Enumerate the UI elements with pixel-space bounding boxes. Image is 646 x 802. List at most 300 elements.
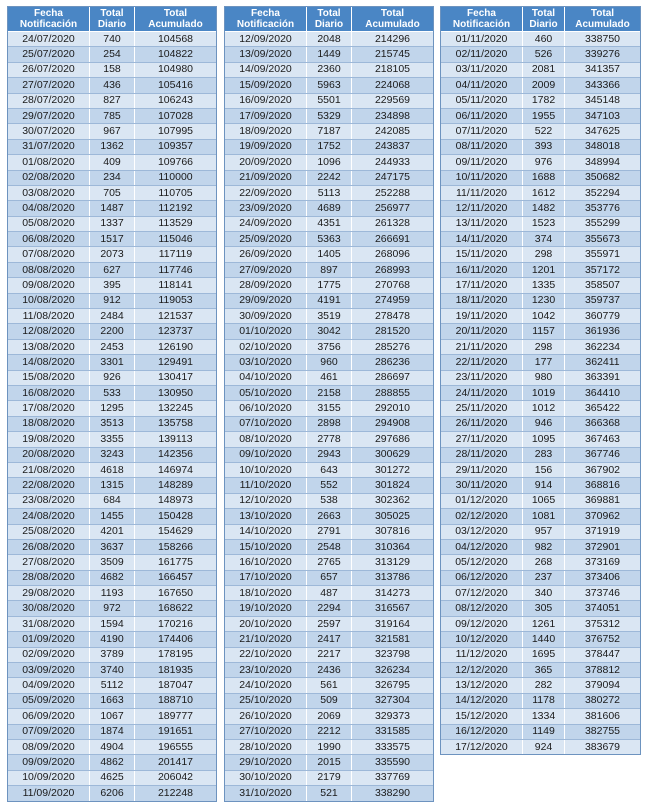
daily-total-cell: 1019 xyxy=(523,385,565,400)
table-row xyxy=(225,478,434,493)
date-cell: 18/08/2020 xyxy=(8,416,90,431)
cumulative-total-cell: 363391 xyxy=(565,370,641,385)
cumulative-total-cell: 215745 xyxy=(352,47,434,62)
date-cell: 26/09/2020 xyxy=(225,247,307,262)
table-row xyxy=(225,108,434,123)
date-cell: 30/11/2020 xyxy=(441,478,523,493)
daily-total-cell: 2073 xyxy=(90,247,135,262)
table-row xyxy=(225,124,434,139)
table-row xyxy=(225,155,434,170)
table-row xyxy=(225,201,434,216)
table-row xyxy=(8,647,217,662)
cumulative-total-cell: 352294 xyxy=(565,185,641,200)
daily-total-cell: 6206 xyxy=(90,786,135,801)
date-cell: 30/07/2020 xyxy=(8,124,90,139)
table-row xyxy=(441,539,641,554)
daily-total-cell: 1405 xyxy=(307,247,352,262)
daily-total-cell: 1362 xyxy=(90,139,135,154)
daily-total-cell: 2217 xyxy=(307,647,352,662)
cumulative-total-cell: 247175 xyxy=(352,170,434,185)
cumulative-total-cell: 364410 xyxy=(565,385,641,400)
daily-total-cell: 177 xyxy=(523,355,565,370)
daily-total-cell: 1295 xyxy=(90,401,135,416)
cumulative-total-cell: 201417 xyxy=(135,755,217,770)
date-cell: 24/09/2020 xyxy=(225,216,307,231)
cumulative-total-cell: 117119 xyxy=(135,247,217,262)
table-row xyxy=(225,339,434,354)
date-cell: 21/09/2020 xyxy=(225,170,307,185)
table-row xyxy=(225,693,434,708)
table-row xyxy=(441,693,641,708)
date-cell: 28/09/2020 xyxy=(225,278,307,293)
cumulative-total-header: Total Acumulado xyxy=(352,7,434,32)
daily-total-cell: 5963 xyxy=(307,78,352,93)
date-cell: 02/11/2020 xyxy=(441,47,523,62)
daily-total-cell: 2898 xyxy=(307,416,352,431)
date-cell: 08/09/2020 xyxy=(8,739,90,754)
date-cell: 17/10/2020 xyxy=(225,570,307,585)
table-row xyxy=(225,786,434,801)
cumulative-total-cell: 270768 xyxy=(352,278,434,293)
cumulative-total-cell: 367463 xyxy=(565,432,641,447)
cumulative-total-cell: 326234 xyxy=(352,663,434,678)
date-cell: 23/08/2020 xyxy=(8,493,90,508)
daily-total-cell: 3509 xyxy=(90,555,135,570)
daily-total-cell: 3243 xyxy=(90,447,135,462)
date-cell: 03/12/2020 xyxy=(441,524,523,539)
date-cell: 03/11/2020 xyxy=(441,62,523,77)
date-cell: 21/11/2020 xyxy=(441,339,523,354)
daily-total-cell: 1337 xyxy=(90,216,135,231)
table-row xyxy=(441,616,641,631)
cumulative-total-cell: 373746 xyxy=(565,586,641,601)
table-row xyxy=(441,478,641,493)
date-cell: 15/12/2020 xyxy=(441,709,523,724)
cumulative-total-cell: 243837 xyxy=(352,139,434,154)
daily-total-cell: 7187 xyxy=(307,124,352,139)
date-cell: 14/10/2020 xyxy=(225,524,307,539)
daily-total-cell: 283 xyxy=(523,447,565,462)
daily-total-cell: 3756 xyxy=(307,339,352,354)
date-cell: 17/08/2020 xyxy=(8,401,90,416)
date-cell: 29/10/2020 xyxy=(225,755,307,770)
cumulative-total-cell: 161775 xyxy=(135,555,217,570)
date-cell: 22/11/2020 xyxy=(441,355,523,370)
daily-total-cell: 533 xyxy=(90,385,135,400)
cumulative-total-cell: 268993 xyxy=(352,262,434,277)
table-row xyxy=(8,355,217,370)
table-row xyxy=(225,170,434,185)
cumulative-total-cell: 288855 xyxy=(352,385,434,400)
daily-total-cell: 3519 xyxy=(307,309,352,324)
table-row xyxy=(8,616,217,631)
table-row xyxy=(8,632,217,647)
date-cell: 22/08/2020 xyxy=(8,478,90,493)
table-row xyxy=(441,355,641,370)
table-row xyxy=(225,324,434,339)
date-cell: 27/09/2020 xyxy=(225,262,307,277)
date-cell: 02/10/2020 xyxy=(225,339,307,354)
cumulative-total-cell: 109357 xyxy=(135,139,217,154)
cumulative-total-cell: 333575 xyxy=(352,739,434,754)
table-row xyxy=(8,555,217,570)
cumulative-total-cell: 313129 xyxy=(352,555,434,570)
cumulative-total-cell: 142356 xyxy=(135,447,217,462)
table-row xyxy=(225,724,434,739)
table-row xyxy=(441,247,641,262)
daily-total-cell: 2597 xyxy=(307,616,352,631)
cumulative-total-cell: 252288 xyxy=(352,185,434,200)
table-row xyxy=(225,509,434,524)
cumulative-total-cell: 370962 xyxy=(565,509,641,524)
table-row xyxy=(441,570,641,585)
table-row xyxy=(441,262,641,277)
daily-total-cell: 5329 xyxy=(307,108,352,123)
date-cell: 03/08/2020 xyxy=(8,185,90,200)
date-cell: 13/08/2020 xyxy=(8,339,90,354)
daily-total-cell: 2791 xyxy=(307,524,352,539)
table-row xyxy=(8,601,217,616)
daily-total-cell: 1775 xyxy=(307,278,352,293)
table-row xyxy=(441,293,641,308)
table-row xyxy=(225,663,434,678)
cumulative-total-cell: 337769 xyxy=(352,770,434,785)
date-cell: 03/09/2020 xyxy=(8,663,90,678)
daily-total-cell: 643 xyxy=(307,462,352,477)
cumulative-total-cell: 115046 xyxy=(135,232,217,247)
daily-total-cell: 2048 xyxy=(307,32,352,47)
cumulative-total-cell: 321581 xyxy=(352,632,434,647)
daily-total-cell: 2081 xyxy=(523,62,565,77)
cumulative-total-cell: 329373 xyxy=(352,709,434,724)
date-cell: 04/11/2020 xyxy=(441,78,523,93)
table-row xyxy=(225,32,434,47)
date-cell: 23/11/2020 xyxy=(441,370,523,385)
date-cell: 06/11/2020 xyxy=(441,108,523,123)
daily-total-cell: 2778 xyxy=(307,432,352,447)
table-row xyxy=(441,663,641,678)
table-row xyxy=(8,416,217,431)
cumulative-total-cell: 119053 xyxy=(135,293,217,308)
cumulative-total-cell: 316567 xyxy=(352,601,434,616)
date-cell: 08/10/2020 xyxy=(225,432,307,447)
cumulative-total-cell: 187047 xyxy=(135,678,217,693)
date-cell: 12/10/2020 xyxy=(225,493,307,508)
cumulative-total-cell: 135758 xyxy=(135,416,217,431)
daily-total-cell: 1990 xyxy=(307,739,352,754)
date-cell: 07/10/2020 xyxy=(225,416,307,431)
date-cell: 20/09/2020 xyxy=(225,155,307,170)
table-row xyxy=(441,632,641,647)
cumulative-total-cell: 130950 xyxy=(135,385,217,400)
daily-total-cell: 2765 xyxy=(307,555,352,570)
date-cell: 19/11/2020 xyxy=(441,309,523,324)
daily-total-cell: 340 xyxy=(523,586,565,601)
daily-total-cell: 1449 xyxy=(307,47,352,62)
header-row xyxy=(441,7,641,32)
daily-total-cell: 1334 xyxy=(523,709,565,724)
table-row xyxy=(8,216,217,231)
daily-total-cell: 2015 xyxy=(307,755,352,770)
daily-total-cell: 3155 xyxy=(307,401,352,416)
cumulative-total-cell: 146974 xyxy=(135,462,217,477)
table-row xyxy=(441,586,641,601)
cumulative-total-cell: 372901 xyxy=(565,539,641,554)
cumulative-total-cell: 191651 xyxy=(135,724,217,739)
cumulative-total-cell: 274959 xyxy=(352,293,434,308)
table-row xyxy=(225,493,434,508)
cumulative-total-header: Total Acumulado xyxy=(565,7,641,32)
date-cell: 28/11/2020 xyxy=(441,447,523,462)
date-cell: 08/08/2020 xyxy=(8,262,90,277)
cumulative-total-cell: 113529 xyxy=(135,216,217,231)
cumulative-total-cell: 129491 xyxy=(135,355,217,370)
table-row xyxy=(8,293,217,308)
cumulative-total-cell: 378447 xyxy=(565,647,641,662)
cumulative-total-cell: 373406 xyxy=(565,570,641,585)
daily-total-cell: 980 xyxy=(523,370,565,385)
date-cell: 14/12/2020 xyxy=(441,693,523,708)
cumulative-total-cell: 314273 xyxy=(352,586,434,601)
table-row xyxy=(8,278,217,293)
date-cell: 07/09/2020 xyxy=(8,724,90,739)
date-cell: 01/12/2020 xyxy=(441,493,523,508)
table-row xyxy=(8,539,217,554)
date-cell: 09/12/2020 xyxy=(441,616,523,631)
cumulative-total-cell: 357172 xyxy=(565,262,641,277)
cumulative-total-cell: 212248 xyxy=(135,786,217,801)
cumulative-total-cell: 301272 xyxy=(352,462,434,477)
cumulative-total-cell: 218105 xyxy=(352,62,434,77)
cumulative-total-cell: 261328 xyxy=(352,216,434,231)
date-cell: 05/12/2020 xyxy=(441,555,523,570)
cumulative-total-cell: 294908 xyxy=(352,416,434,431)
table-row xyxy=(8,739,217,754)
daily-total-cell: 561 xyxy=(307,678,352,693)
cumulative-total-cell: 353776 xyxy=(565,201,641,216)
daily-total-cell: 2212 xyxy=(307,724,352,739)
date-cell: 21/10/2020 xyxy=(225,632,307,647)
table-row xyxy=(441,155,641,170)
cumulative-total-cell: 331585 xyxy=(352,724,434,739)
date-cell: 10/09/2020 xyxy=(8,770,90,785)
table-row xyxy=(441,339,641,354)
table-row xyxy=(8,309,217,324)
cumulative-total-cell: 110705 xyxy=(135,185,217,200)
cumulative-total-cell: 104822 xyxy=(135,47,217,62)
daily-total-cell: 1955 xyxy=(523,108,565,123)
daily-total-cell: 298 xyxy=(523,247,565,262)
cumulative-total-cell: 130417 xyxy=(135,370,217,385)
cumulative-total-cell: 118141 xyxy=(135,278,217,293)
daily-total-cell: 4682 xyxy=(90,570,135,585)
cumulative-total-cell: 371919 xyxy=(565,524,641,539)
table-row xyxy=(441,739,641,754)
date-cell: 22/10/2020 xyxy=(225,647,307,662)
table-row xyxy=(8,32,217,47)
date-cell: 11/11/2020 xyxy=(441,185,523,200)
daily-total-cell: 305 xyxy=(523,601,565,616)
date-cell: 15/09/2020 xyxy=(225,78,307,93)
daily-total-cell: 158 xyxy=(90,62,135,77)
table-row xyxy=(8,62,217,77)
date-cell: 27/11/2020 xyxy=(441,432,523,447)
daily-total-cell: 976 xyxy=(523,155,565,170)
cumulative-total-cell: 301824 xyxy=(352,478,434,493)
daily-total-cell: 1315 xyxy=(90,478,135,493)
date-cell: 01/11/2020 xyxy=(441,32,523,47)
date-cell: 06/08/2020 xyxy=(8,232,90,247)
cumulative-total-cell: 362411 xyxy=(565,355,641,370)
cumulative-total-cell: 268096 xyxy=(352,247,434,262)
cumulative-total-cell: 281520 xyxy=(352,324,434,339)
daily-total-cell: 461 xyxy=(307,370,352,385)
daily-total-cell: 705 xyxy=(90,185,135,200)
cumulative-total-cell: 348018 xyxy=(565,139,641,154)
table-row xyxy=(441,170,641,185)
daily-total-cell: 3301 xyxy=(90,355,135,370)
date-cell: 16/08/2020 xyxy=(8,385,90,400)
date-cell: 24/07/2020 xyxy=(8,32,90,47)
table-row xyxy=(441,232,641,247)
table-row xyxy=(441,93,641,108)
daily-total-cell: 1230 xyxy=(523,293,565,308)
table-row xyxy=(8,93,217,108)
table-row xyxy=(8,155,217,170)
table-row xyxy=(441,447,641,462)
date-cell: 19/08/2020 xyxy=(8,432,90,447)
daily-total-cell: 1688 xyxy=(523,170,565,185)
daily-total-cell: 1517 xyxy=(90,232,135,247)
daily-total-cell: 1455 xyxy=(90,509,135,524)
table-row xyxy=(225,416,434,431)
date-cell: 04/08/2020 xyxy=(8,201,90,216)
table-row xyxy=(225,432,434,447)
cumulative-total-cell: 373169 xyxy=(565,555,641,570)
date-cell: 16/11/2020 xyxy=(441,262,523,277)
cumulative-total-cell: 313786 xyxy=(352,570,434,585)
daily-total-cell: 3513 xyxy=(90,416,135,431)
date-cell: 12/09/2020 xyxy=(225,32,307,47)
date-cell: 28/10/2020 xyxy=(225,739,307,754)
daily-total-cell: 254 xyxy=(90,47,135,62)
table-row xyxy=(225,185,434,200)
date-cell: 05/09/2020 xyxy=(8,693,90,708)
daily-total-cell: 522 xyxy=(523,124,565,139)
daily-total-cell: 3042 xyxy=(307,324,352,339)
date-cell: 26/10/2020 xyxy=(225,709,307,724)
table-row xyxy=(8,170,217,185)
table-row xyxy=(8,786,217,801)
date-cell: 06/10/2020 xyxy=(225,401,307,416)
date-cell: 02/09/2020 xyxy=(8,647,90,662)
table-row xyxy=(441,216,641,231)
daily-total-cell: 1193 xyxy=(90,586,135,601)
daily-total-cell: 5501 xyxy=(307,93,352,108)
daily-total-cell: 298 xyxy=(523,339,565,354)
daily-total-cell: 2009 xyxy=(523,78,565,93)
date-cell: 23/09/2020 xyxy=(225,201,307,216)
daily-total-cell: 1081 xyxy=(523,509,565,524)
table-row xyxy=(8,185,217,200)
date-cell: 29/11/2020 xyxy=(441,462,523,477)
daily-total-cell: 2943 xyxy=(307,447,352,462)
date-cell: 05/08/2020 xyxy=(8,216,90,231)
cumulative-total-cell: 305025 xyxy=(352,509,434,524)
daily-total-cell: 2484 xyxy=(90,309,135,324)
table-row xyxy=(8,586,217,601)
date-cell: 07/11/2020 xyxy=(441,124,523,139)
cumulative-total-cell: 367746 xyxy=(565,447,641,462)
date-cell: 16/12/2020 xyxy=(441,724,523,739)
daily-total-cell: 4351 xyxy=(307,216,352,231)
cumulative-total-cell: 170216 xyxy=(135,616,217,631)
daily-total-cell: 1612 xyxy=(523,185,565,200)
table-row xyxy=(441,62,641,77)
daily-total-cell: 946 xyxy=(523,416,565,431)
date-cell: 10/08/2020 xyxy=(8,293,90,308)
daily-total-cell: 1042 xyxy=(523,309,565,324)
cumulative-total-cell: 168622 xyxy=(135,601,217,616)
daily-total-cell: 1523 xyxy=(523,216,565,231)
date-cell: 27/07/2020 xyxy=(8,78,90,93)
cumulative-total-cell: 224068 xyxy=(352,78,434,93)
daily-total-cell: 2417 xyxy=(307,632,352,647)
table-row xyxy=(225,647,434,662)
daily-total-cell: 282 xyxy=(523,678,565,693)
date-cell: 18/11/2020 xyxy=(441,293,523,308)
date-cell: 09/10/2020 xyxy=(225,447,307,462)
daily-total-cell: 2548 xyxy=(307,539,352,554)
table-row xyxy=(8,232,217,247)
date-cell: 11/10/2020 xyxy=(225,478,307,493)
date-cell: 12/12/2020 xyxy=(441,663,523,678)
daily-total-cell: 1261 xyxy=(523,616,565,631)
table-row xyxy=(441,278,641,293)
date-header: Fecha Notificación xyxy=(225,7,307,32)
table-row xyxy=(225,755,434,770)
date-cell: 26/11/2020 xyxy=(441,416,523,431)
table-row xyxy=(225,601,434,616)
cumulative-total-cell: 256977 xyxy=(352,201,434,216)
cumulative-total-cell: 167650 xyxy=(135,586,217,601)
date-cell: 07/12/2020 xyxy=(441,586,523,601)
cumulative-total-cell: 242085 xyxy=(352,124,434,139)
cumulative-total-cell: 338290 xyxy=(352,786,434,801)
table-row xyxy=(225,278,434,293)
table-row xyxy=(441,201,641,216)
cumulative-total-cell: 348994 xyxy=(565,155,641,170)
cumulative-total-cell: 104980 xyxy=(135,62,217,77)
date-cell: 25/11/2020 xyxy=(441,401,523,416)
date-cell: 16/10/2020 xyxy=(225,555,307,570)
daily-total-cell: 1012 xyxy=(523,401,565,416)
date-cell: 27/08/2020 xyxy=(8,555,90,570)
table-row xyxy=(8,324,217,339)
date-cell: 18/09/2020 xyxy=(225,124,307,139)
date-cell: 13/11/2020 xyxy=(441,216,523,231)
table-row xyxy=(8,462,217,477)
table-row xyxy=(441,370,641,385)
cumulative-total-cell: 355971 xyxy=(565,247,641,262)
daily-total-cell: 2360 xyxy=(307,62,352,77)
cumulative-total-cell: 341357 xyxy=(565,62,641,77)
daily-total-cell: 460 xyxy=(523,32,565,47)
date-cell: 02/12/2020 xyxy=(441,509,523,524)
date-cell: 18/10/2020 xyxy=(225,586,307,601)
table-row xyxy=(8,447,217,462)
date-cell: 30/09/2020 xyxy=(225,309,307,324)
